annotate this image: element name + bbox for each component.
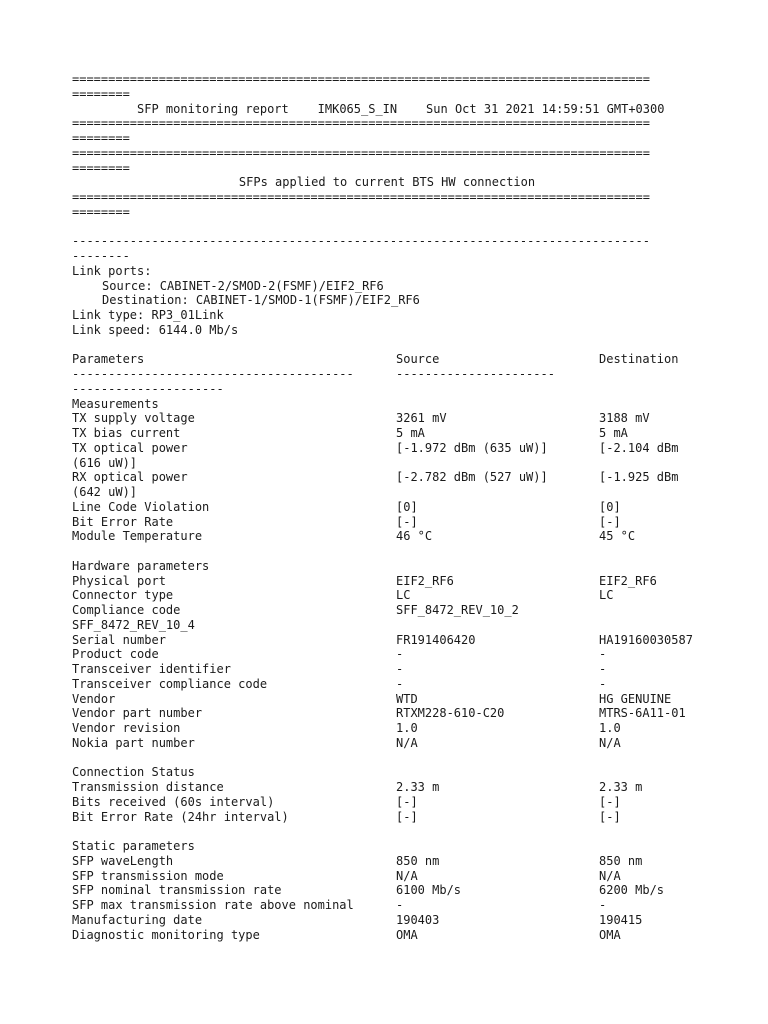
parameter-row bbox=[72, 426, 702, 441]
destination-value: - bbox=[599, 898, 607, 912]
parameter-name: Bit Error Rate bbox=[72, 514, 174, 529]
parameter-name: TX supply voltage bbox=[72, 411, 195, 426]
parameter-row bbox=[72, 633, 702, 648]
destination-value: [-1.925 dBm bbox=[599, 470, 679, 485]
destination-value: 190415 bbox=[599, 912, 643, 927]
parameter-row bbox=[72, 854, 702, 869]
report-title: SFP monitoring report bbox=[137, 101, 289, 116]
parameter-row bbox=[72, 662, 702, 677]
link-type: Link type: RP3_01Link bbox=[72, 308, 224, 322]
column-underline-row bbox=[72, 367, 702, 382]
destination-value: HA19160030587 bbox=[599, 632, 693, 647]
destination-value: - bbox=[599, 676, 607, 691]
parameter-row bbox=[72, 692, 702, 707]
parameter-name: Transmission distance bbox=[72, 780, 224, 794]
separator-line: ================================================================================ bbox=[72, 145, 650, 160]
blank-line bbox=[72, 824, 702, 839]
source-value: 190403 bbox=[396, 912, 440, 927]
dash-separator: -------------------------------------------------------------------------------- bbox=[72, 234, 650, 249]
parameter-name: Connector type bbox=[72, 588, 174, 603]
source-value: [-] bbox=[396, 514, 418, 529]
parameter-name: SFP waveLength bbox=[72, 853, 174, 868]
blank-line bbox=[72, 751, 702, 766]
column-underline-parameters: --------------------------------------- bbox=[72, 367, 354, 381]
parameter-name: Vendor part number bbox=[72, 706, 203, 721]
parameter-row bbox=[72, 515, 702, 530]
parameter-row bbox=[72, 883, 702, 898]
destination-value: MTRS-6A11-01 bbox=[599, 706, 686, 721]
parameter-row bbox=[72, 898, 702, 913]
parameter-name: Transceiver identifier bbox=[72, 662, 231, 676]
parameter-name: Serial number bbox=[72, 632, 166, 647]
parameter-name: Line Code Violation bbox=[72, 499, 210, 514]
source-value: [-] bbox=[396, 794, 418, 809]
parameter-row bbox=[72, 913, 702, 928]
separator-line: ================================================================================ bbox=[72, 190, 650, 204]
separator-line: ================================================================================ bbox=[72, 72, 650, 86]
parameter-row bbox=[72, 677, 702, 692]
parameter-name: RX optical power bbox=[72, 470, 188, 485]
source-value: 850 nm bbox=[396, 853, 440, 868]
parameter-name: Nokia part number bbox=[72, 735, 195, 750]
column-header-source: Source bbox=[396, 352, 440, 367]
parameter-name: TX optical power bbox=[72, 440, 188, 455]
source-value: [-] bbox=[396, 809, 418, 824]
wrapped-value: SFF_8472_REV_10_4 bbox=[72, 617, 195, 632]
source-value: 6100 Mb/s bbox=[396, 883, 462, 898]
parameter-row bbox=[72, 647, 702, 662]
dash-separator-wrap: -------- bbox=[72, 249, 130, 263]
destination-value: HG GENUINE bbox=[599, 691, 672, 706]
separator-line-wrap: ======== bbox=[72, 131, 130, 145]
parameter-name: Module Temperature bbox=[72, 529, 203, 544]
source-value: [-1.972 dBm (635 uW)] bbox=[396, 440, 548, 455]
parameter-name: Vendor bbox=[72, 691, 116, 706]
separator-line-wrap: ======== bbox=[72, 160, 130, 175]
source-value: 2.33 m bbox=[396, 780, 440, 794]
source-value: EIF2_RF6 bbox=[396, 573, 454, 588]
destination-value: 45 °C bbox=[599, 529, 636, 544]
destination-value: EIF2_RF6 bbox=[599, 573, 657, 588]
parameter-name: Vendor revision bbox=[72, 721, 181, 735]
parameter-row bbox=[72, 603, 702, 618]
destination-value: 6200 Mb/s bbox=[599, 883, 665, 898]
column-header-row bbox=[72, 352, 702, 367]
link-source: Source: CABINET-2/SMOD-2(FSMF)/EIF2_RF6 bbox=[102, 278, 384, 293]
wrapped-value: (642 uW)] bbox=[72, 485, 138, 499]
column-underline-destination: --------------------- bbox=[72, 381, 224, 396]
section-heading-connection: Connection Status bbox=[72, 765, 195, 780]
parameter-row bbox=[72, 706, 702, 721]
parameter-name: Transceiver compliance code bbox=[72, 676, 268, 691]
source-value: - bbox=[396, 647, 404, 662]
source-value: 5 mA bbox=[396, 426, 425, 440]
column-header-parameters: Parameters bbox=[72, 352, 145, 367]
source-value: - bbox=[396, 662, 404, 676]
parameter-row bbox=[72, 780, 702, 795]
parameter-row bbox=[72, 574, 702, 589]
destination-value: N/A bbox=[599, 735, 621, 750]
source-value: SFF_8472_REV_10_2 bbox=[396, 603, 519, 617]
column-header-destination: Destination bbox=[599, 352, 679, 367]
destination-value: 3188 mV bbox=[599, 411, 650, 426]
destination-value: [-] bbox=[599, 794, 621, 809]
sfp-report bbox=[72, 72, 702, 942]
destination-value: N/A bbox=[599, 868, 621, 883]
destination-value: LC bbox=[599, 588, 614, 603]
destination-value: - bbox=[599, 662, 607, 676]
link-ports-label: Link ports: bbox=[72, 263, 152, 278]
destination-value: [-2.104 dBm bbox=[599, 440, 679, 455]
blank-line bbox=[72, 220, 702, 235]
parameter-name: Physical port bbox=[72, 573, 166, 588]
destination-value: 1.0 bbox=[599, 721, 621, 735]
source-value: 46 °C bbox=[396, 529, 433, 544]
parameter-row bbox=[72, 500, 702, 515]
destination-value: [0] bbox=[599, 499, 621, 514]
parameter-name: Bits received (60s interval) bbox=[72, 794, 275, 809]
parameter-row bbox=[72, 928, 702, 943]
separator-line-wrap: ======== bbox=[72, 204, 130, 219]
parameter-sections bbox=[72, 397, 702, 943]
source-value: [-2.782 dBm (527 uW)] bbox=[396, 470, 548, 485]
source-value: N/A bbox=[396, 735, 418, 750]
parameter-name: SFP nominal transmission rate bbox=[72, 883, 282, 898]
parameter-name: Bit Error Rate (24hr interval) bbox=[72, 809, 289, 824]
parameter-row bbox=[72, 869, 702, 884]
source-value: [0] bbox=[396, 499, 418, 514]
destination-value: [-] bbox=[599, 514, 621, 529]
source-value: 1.0 bbox=[396, 721, 418, 735]
source-value: LC bbox=[396, 588, 411, 603]
report-title-line bbox=[72, 102, 702, 117]
site-name: IMK065_S_IN bbox=[317, 101, 398, 116]
separator-line-wrap: ======== bbox=[72, 86, 130, 101]
parameter-row bbox=[72, 795, 702, 810]
parameter-row bbox=[72, 721, 702, 736]
destination-value: [-] bbox=[599, 809, 621, 824]
section-heading-measurements: Measurements bbox=[72, 396, 159, 411]
section-heading-static: Static parameters bbox=[72, 839, 195, 853]
source-value: N/A bbox=[396, 868, 418, 883]
report-subtitle: SFPs applied to current BTS HW connection bbox=[238, 175, 536, 190]
source-value: FR191406420 bbox=[396, 632, 476, 647]
blank-line bbox=[72, 338, 702, 353]
parameter-row bbox=[72, 470, 702, 485]
source-value: OMA bbox=[396, 927, 418, 942]
source-value: - bbox=[396, 898, 404, 912]
link-speed: Link speed: 6144.0 Mb/s bbox=[72, 322, 239, 337]
source-value: RTXM228-610-C20 bbox=[396, 706, 505, 721]
destination-value: 850 nm bbox=[599, 853, 643, 868]
column-underline-source: ---------------------- bbox=[396, 367, 555, 381]
parameter-row bbox=[72, 588, 702, 603]
report-timestamp: Sun Oct 31 2021 14:59:51 GMT+0300 bbox=[426, 101, 665, 116]
parameter-name: TX bias current bbox=[72, 426, 181, 440]
separator-line: ================================================================================ bbox=[72, 116, 650, 131]
parameter-row bbox=[72, 736, 702, 751]
source-value: - bbox=[396, 676, 404, 691]
parameter-name: Product code bbox=[72, 647, 159, 662]
link-destination: Destination: CABINET-1/SMOD-1(FSMF)/EIF2_RF6 bbox=[102, 293, 420, 308]
parameter-name: Manufacturing date bbox=[72, 912, 203, 927]
destination-value: 5 mA bbox=[599, 426, 628, 440]
blank-line bbox=[72, 544, 702, 559]
parameter-name: Compliance code bbox=[72, 603, 181, 617]
destination-value: - bbox=[599, 647, 607, 662]
source-value: 3261 mV bbox=[396, 411, 447, 426]
wrapped-value: (616 uW)] bbox=[72, 455, 138, 470]
parameter-name: Diagnostic monitoring type bbox=[72, 927, 260, 942]
parameter-row bbox=[72, 441, 702, 456]
parameter-row bbox=[72, 810, 702, 825]
source-value: WTD bbox=[396, 691, 418, 706]
parameter-name: SFP max transmission rate above nominal bbox=[72, 898, 354, 912]
section-heading-hardware: Hardware parameters bbox=[72, 558, 210, 573]
destination-value: OMA bbox=[599, 927, 621, 942]
parameter-row bbox=[72, 529, 702, 544]
parameter-row bbox=[72, 411, 702, 426]
parameter-name: SFP transmission mode bbox=[72, 868, 224, 883]
destination-value: 2.33 m bbox=[599, 780, 643, 794]
